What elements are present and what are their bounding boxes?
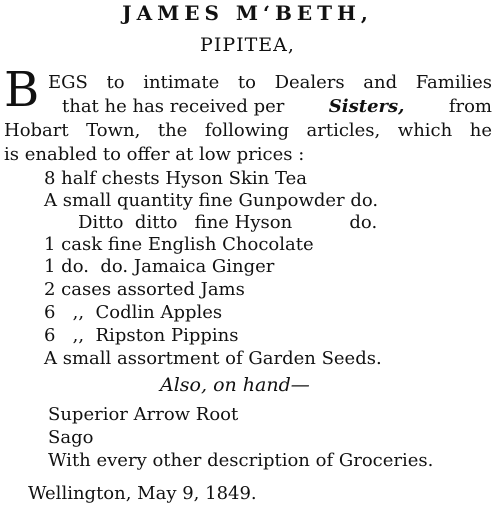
item-line: 1 do. do. Jamaica Ginger xyxy=(44,256,275,277)
ship-name: Sisters, xyxy=(328,96,405,117)
intro-line-3: Hobart Town, the following articles, which he xyxy=(4,120,492,141)
item-line: 8 half chests Hyson Skin Tea xyxy=(44,168,307,189)
advertiser-name: JAMES M‘BETH, xyxy=(122,1,373,25)
item-line: 6 ,, Ripston Pippins xyxy=(44,325,239,346)
intro-line-2-prefix: that he has received per xyxy=(62,96,285,117)
advertiser-location: PIPITEA, xyxy=(200,34,295,56)
item-line: 1 cask fine English Chocolate xyxy=(44,234,314,255)
also-item-line: Sago xyxy=(48,427,94,448)
item-line: A small quantity fine Gunpowder do. xyxy=(44,190,379,211)
item-line: 6 ,, Codlin Apples xyxy=(44,302,223,323)
dateline: Wellington, May 9, 1849. xyxy=(28,483,257,504)
drop-cap: B xyxy=(4,62,40,118)
also-on-hand-heading: Also, on hand— xyxy=(160,374,310,396)
intro-line-1: EGS to intimate to Dealers and Families xyxy=(48,72,492,93)
also-item-line: With every other description of Groceries. xyxy=(48,450,434,471)
item-line: 2 cases assorted Jams xyxy=(44,279,245,300)
item-line: A small assortment of Garden Seeds. xyxy=(44,348,382,369)
intro-line-2 xyxy=(62,96,492,118)
intro-line-4: is enabled to offer at low prices : xyxy=(4,144,305,165)
intro-line-2-suffix: from xyxy=(448,96,492,117)
item-line: Ditto ditto fine Hyson do. xyxy=(78,212,378,233)
also-item-line: Superior Arrow Root xyxy=(48,404,239,425)
